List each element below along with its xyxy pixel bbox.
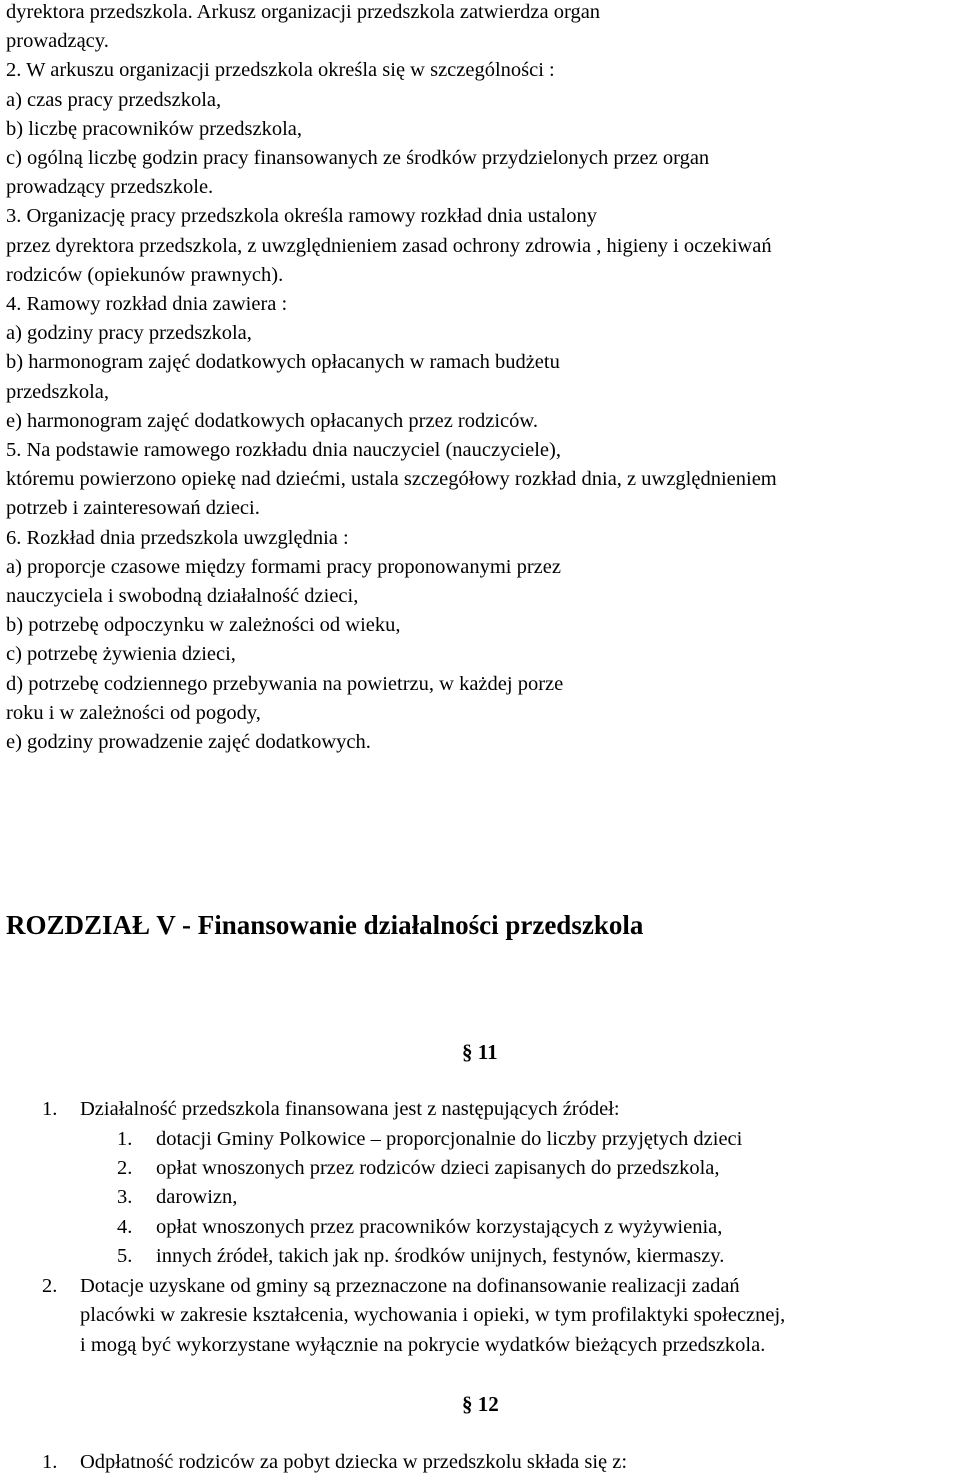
list-item-text: Dotacje uzyskane od gminy są przeznaczone na dofinansowanie realizacji zadań bbox=[80, 1275, 740, 1297]
list-number: 2. bbox=[42, 1275, 58, 1297]
section-heading: § 12 bbox=[462, 1392, 499, 1416]
chapter-heading: ROZDZIAŁ V - Finansowanie działalności przedszkola bbox=[6, 910, 644, 940]
text-line: a) proporcje czasowe między formami pracy proponowanymi przez bbox=[6, 556, 561, 578]
text-line: prowadzący przedszkole. bbox=[6, 176, 214, 198]
sub-list-item-text: innych źródeł, takich jak np. środków unijnych, festynów, kiermaszy. bbox=[156, 1245, 725, 1267]
text-line: potrzeb i zainteresowań dzieci. bbox=[6, 497, 260, 519]
list-item-text: i mogą być wykorzystane wyłącznie na pokrycie wydatków bieżących przedszkola. bbox=[80, 1334, 766, 1356]
text-line: roku i w zależności od pogody, bbox=[6, 702, 261, 724]
text-line: b) liczbę pracowników przedszkola, bbox=[6, 118, 302, 140]
text-line: dyrektora przedszkola. Arkusz organizacji przedszkola zatwierdza organ bbox=[6, 1, 601, 23]
text-line: nauczyciela i swobodną działalność dzieci, bbox=[6, 585, 359, 607]
text-line: a) godziny pracy przedszkola, bbox=[6, 322, 252, 344]
text-line: 3. Organizację pracy przedszkola określa ramowy rozkład dnia ustalony bbox=[6, 205, 598, 227]
list-item-text: placówki w zakresie kształcenia, wychowania i opieki, w tym profilaktyki społecznej, bbox=[80, 1304, 786, 1326]
sub-list-number: 3. bbox=[117, 1186, 133, 1208]
text-line: przez dyrektora przedszkola, z uwzględnieniem zasad ochrony zdrowia , higieny i oczekiwań bbox=[6, 235, 772, 257]
sub-list-number: 4. bbox=[117, 1216, 133, 1238]
sub-list-number: 1. bbox=[117, 1128, 133, 1150]
sub-list-number: 5. bbox=[117, 1245, 133, 1267]
text-line: b) harmonogram zajęć dodatkowych opłacanych w ramach budżetu bbox=[6, 351, 560, 373]
text-line: c) ogólną liczbę godzin pracy finansowanych ze środków przydzielonych przez organ bbox=[6, 147, 710, 169]
text-line: c) potrzebę żywienia dzieci, bbox=[6, 643, 236, 665]
section-heading: § 11 bbox=[462, 1040, 498, 1064]
text-line: e) godziny prowadzenie zajęć dodatkowych. bbox=[6, 731, 371, 753]
text-line: prowadzący. bbox=[6, 30, 109, 52]
text-line: e) harmonogram zajęć dodatkowych opłacanych przez rodziców. bbox=[6, 410, 538, 432]
text-line: a) czas pracy przedszkola, bbox=[6, 89, 222, 111]
sub-list-item-text: opłat wnoszonych przez rodziców dzieci zapisanych do przedszkola, bbox=[156, 1157, 720, 1179]
text-line: przedszkola, bbox=[6, 381, 110, 403]
sub-list-item-text: dotacji Gminy Polkowice – proporcjonalnie do liczby przyjętych dzieci bbox=[156, 1128, 743, 1150]
text-line: 4. Ramowy rozkład dnia zawiera : bbox=[6, 293, 288, 315]
sub-list-number: 2. bbox=[117, 1157, 133, 1179]
list-item-text: Odpłatność rodziców za pobyt dziecka w przedszkolu składa się z: bbox=[80, 1451, 628, 1473]
list-item-text: Działalność przedszkola finansowana jest z następujących źródeł: bbox=[80, 1098, 620, 1120]
sub-list-item-text: darowizn, bbox=[156, 1186, 238, 1208]
list-number: 1. bbox=[42, 1098, 58, 1120]
text-line: 2. W arkuszu organizacji przedszkola określa się w szczególności : bbox=[6, 59, 555, 81]
text-line: rodziców (opiekunów prawnych). bbox=[6, 264, 284, 286]
list-number: 1. bbox=[42, 1451, 58, 1473]
text-line: d) potrzebę codziennego przebywania na powietrzu, w każdej porze bbox=[6, 673, 564, 695]
sub-list-item-text: opłat wnoszonych przez pracowników korzystających z wyżywienia, bbox=[156, 1216, 723, 1238]
text-line: 5. Na podstawie ramowego rozkładu dnia nauczyciel (nauczyciele), bbox=[6, 439, 561, 461]
text-line: b) potrzebę odpoczynku w zależności od wieku, bbox=[6, 614, 401, 636]
text-line: któremu powierzono opiekę nad dziećmi, ustala szczegółowy rozkład dnia, z uwzględnieniem bbox=[6, 468, 777, 490]
text-line: 6. Rozkład dnia przedszkola uwzględnia : bbox=[6, 527, 349, 549]
